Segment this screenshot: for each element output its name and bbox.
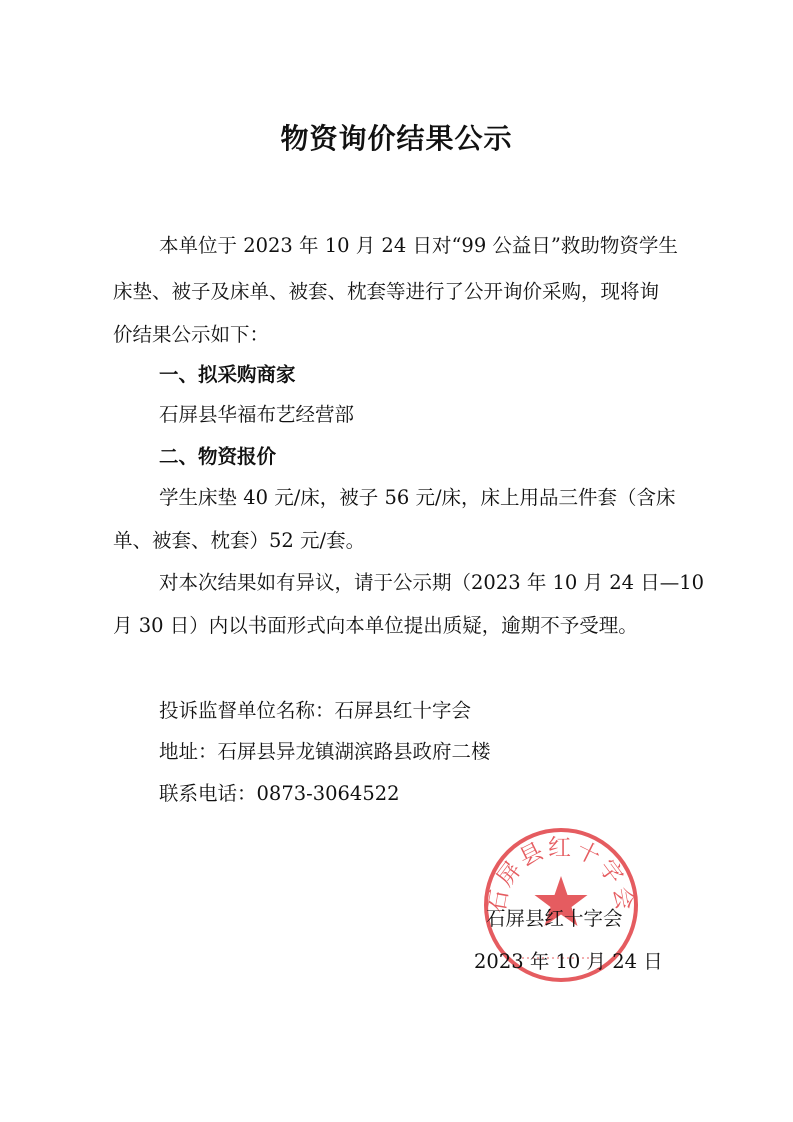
section1-heading: 一、拟采购商家 bbox=[159, 363, 296, 386]
supervisor-info: 投诉监督单位名称：石屏县红十字会 bbox=[159, 699, 472, 722]
seal-text: 石屏县红十字会 bbox=[483, 834, 639, 916]
price-line-2: 单、被套、枕套）52 元/套。 bbox=[113, 529, 366, 552]
intro-line-2: 床垫、被子及床单、被套、枕套等进行了公开询价采购，现将询 bbox=[113, 280, 660, 303]
merchant-name: 石屏县华福布艺经营部 bbox=[159, 403, 355, 426]
price-line-1: 学生床垫 40 元/床，被子 56 元/床，床上用品三件套（含床 bbox=[159, 486, 676, 509]
section2-heading: 二、物资报价 bbox=[159, 445, 277, 468]
signature-org: 石屏县红十字会 bbox=[486, 907, 623, 930]
intro-line-1: 本单位于 2023 年 10 月 24 日对“99 公益日”救助物资学生 bbox=[159, 234, 678, 257]
phone-info: 联系电话：0873-3064522 bbox=[159, 782, 400, 805]
objection-line-2: 月 30 日）内以书面形式向本单位提出质疑，逾期不予受理。 bbox=[113, 614, 638, 637]
address-info: 地址：石屏县异龙镇湖滨路县政府二楼 bbox=[159, 740, 491, 763]
signature-date: 2023 年 10 月 24 日 bbox=[474, 950, 663, 973]
objection-line-1: 对本次结果如有异议，请于公示期（2023 年 10 月 24 日—10 bbox=[159, 571, 705, 594]
page-title: 物资询价结果公示 bbox=[280, 122, 513, 155]
intro-line-3: 价结果公示如下： bbox=[113, 323, 270, 346]
